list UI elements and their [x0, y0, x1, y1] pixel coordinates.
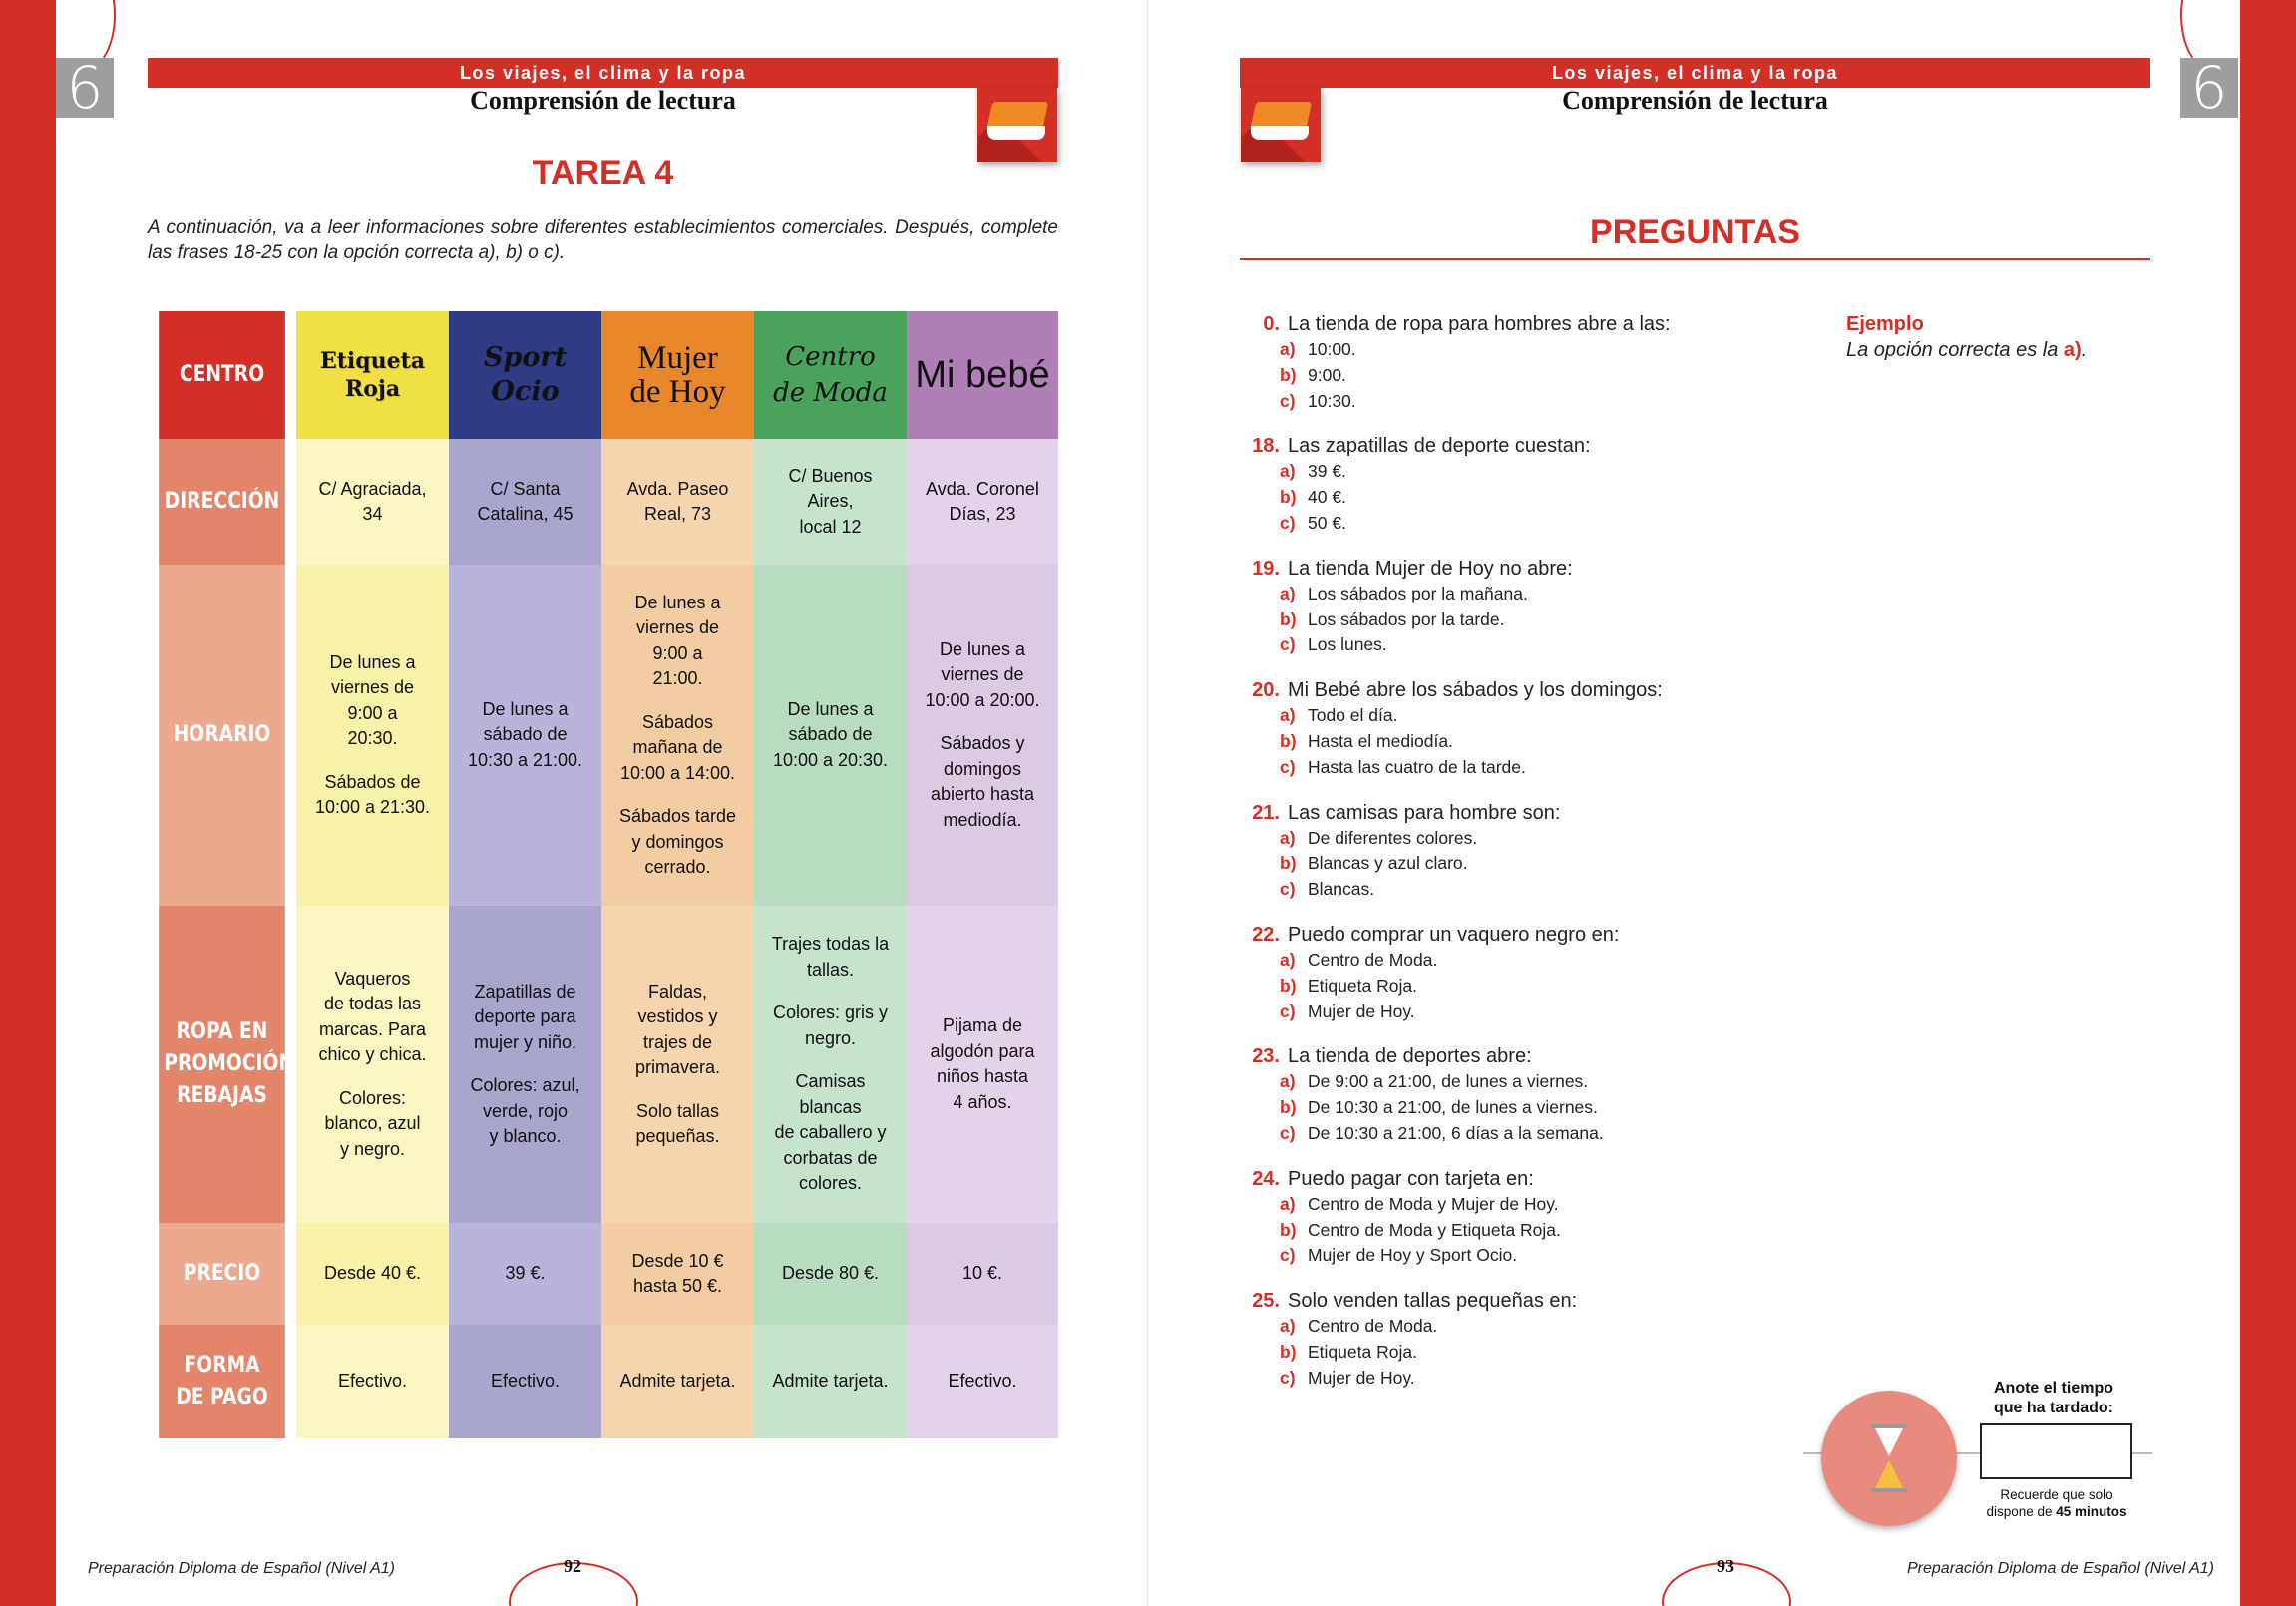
chapter-number-tab: 6: [56, 58, 114, 118]
text-line: deporte para: [474, 1006, 576, 1026]
table-cell: [907, 906, 1058, 1223]
text-line: Desde 80 €.: [781, 1263, 880, 1284]
question-stem: [1240, 311, 1838, 337]
text-line: verde, rojo: [482, 1100, 569, 1121]
text-line: Catalina, 45: [477, 504, 574, 524]
text-line: 10:00 a 20:30.: [772, 749, 889, 770]
answer-option[interactable]: [1240, 826, 1838, 852]
text-line: 9:00 a: [347, 702, 398, 723]
text-line: corbatas de: [783, 1147, 878, 1168]
option-text: 39 €.: [1308, 461, 1346, 482]
text-line: Efectivo.: [948, 1371, 1017, 1392]
text-line: Colores: gris y: [772, 1003, 889, 1023]
text-line: y negro.: [339, 1138, 406, 1159]
shop-name-header: [296, 311, 449, 439]
row-header: [159, 906, 295, 1223]
questions-title: PREGUNTAS: [1590, 213, 1800, 251]
option-letter: c): [1280, 1122, 1296, 1143]
question-stem: [1240, 922, 1838, 948]
text-line: mujer y niño.: [473, 1031, 577, 1052]
table-cell: [296, 565, 449, 906]
answer-option[interactable]: [1240, 729, 1838, 755]
text-line: PROMOCIÓN: [164, 1051, 295, 1076]
example-box: [1846, 311, 2145, 363]
questions-list: [1240, 311, 1838, 1410]
text-line: viernes de: [941, 664, 1024, 685]
text-line: 34: [362, 504, 383, 524]
text-line: algodón para: [930, 1040, 1035, 1061]
time-entry-box[interactable]: [1980, 1423, 2132, 1479]
answer-option[interactable]: [1240, 511, 1838, 537]
question-number: 25.: [1252, 1290, 1280, 1313]
column-header-centro: CENTRO: [159, 311, 285, 439]
text-line: Sábados: [641, 711, 714, 732]
text-line: de caballero y: [774, 1122, 887, 1143]
question-number: 21.: [1252, 801, 1280, 824]
example-text: La opción correcta es la a).: [1846, 339, 2088, 361]
option-letter: c): [1280, 756, 1296, 777]
option-text: 10:00.: [1308, 339, 1356, 359]
text-line: C/ Buenos: [788, 465, 873, 486]
table-cell: [754, 439, 907, 565]
option-letter: b): [1280, 1219, 1297, 1240]
answer-option[interactable]: [1240, 485, 1838, 511]
example-title: Ejemplo: [1846, 313, 1924, 335]
text-line: tallas.: [806, 959, 855, 980]
text-line: C/ Santa: [490, 478, 561, 499]
answer-option[interactable]: [1240, 974, 1838, 1000]
question-number: 18.: [1252, 435, 1280, 458]
row-header: HORARIO: [159, 565, 285, 906]
section-title: Comprensión de lectura: [470, 86, 736, 115]
text-line: FORMA: [184, 1353, 260, 1378]
table-row: [148, 565, 1058, 906]
table-cell: [296, 1223, 449, 1325]
shop-name-header: [754, 311, 907, 439]
title-divider: [1240, 258, 2150, 260]
text-line: De lunes a: [787, 698, 874, 719]
table-cell: [296, 1325, 449, 1438]
text-line: Real, 73: [643, 504, 712, 524]
option-letter: c): [1280, 1001, 1296, 1021]
option-text: Centro de Moda y Etiqueta Roja.: [1308, 1219, 1561, 1240]
task-title: TAREA 4: [532, 154, 674, 192]
shop-name-header: [907, 311, 1058, 439]
option-letter: b): [1280, 608, 1297, 629]
question-item: [1240, 556, 1838, 658]
book-spine: [1147, 0, 1149, 1606]
question-stem: [1240, 1166, 1838, 1192]
option-text: De 9:00 a 21:00, de lunes a viernes.: [1308, 1071, 1589, 1092]
table-cell: [296, 906, 449, 1223]
text-line: Desde 10 €: [631, 1250, 724, 1271]
option-text: Mujer de Hoy y Sport Ocio.: [1308, 1245, 1518, 1266]
text-line: mediodía.: [943, 809, 1022, 830]
text-line: Mujer: [637, 340, 718, 376]
text-line: 21:00.: [652, 668, 703, 688]
question-item: [1240, 922, 1838, 1024]
option-letter: c): [1280, 879, 1296, 900]
shop-name-header: [449, 311, 601, 439]
page-number: 92: [564, 1556, 581, 1576]
text-line: de Moda: [773, 378, 888, 408]
example-answer: a): [2063, 339, 2082, 361]
text-line: De lunes a: [634, 592, 721, 612]
option-letter: a): [1280, 339, 1296, 359]
text-line: 10:00 a 21:30.: [314, 797, 431, 817]
text-line: C/ Agraciada,: [318, 478, 427, 499]
text-line: 39 €.: [505, 1263, 546, 1284]
question-item: [1240, 311, 1838, 414]
answer-option[interactable]: [1240, 1218, 1838, 1244]
shop-name-header: [601, 311, 754, 439]
right-page-edge: [2240, 0, 2296, 1606]
text-line: pequeñas.: [635, 1126, 720, 1146]
option-letter: a): [1280, 1071, 1296, 1092]
text-line: blanco, azul: [324, 1113, 421, 1134]
question-text: La tienda Mujer de Hoy no abre:: [1288, 557, 1573, 580]
book-icon: [977, 88, 1057, 162]
text-line: Centro: [785, 342, 876, 372]
text-line: 9:00 a: [652, 642, 703, 663]
section-title: Comprensión de lectura: [1562, 86, 1828, 115]
table-cell: [449, 1223, 601, 1325]
answer-option[interactable]: [1240, 755, 1838, 781]
option-letter: c): [1280, 1367, 1296, 1388]
option-letter: c): [1280, 512, 1296, 533]
left-page-edge: [0, 0, 56, 1606]
table-cell: [754, 565, 907, 906]
text-line: Sábados de: [324, 771, 421, 792]
question-text: Las zapatillas de deporte cuestan:: [1288, 435, 1591, 458]
question-text: Las camisas para hombre son:: [1288, 801, 1561, 824]
answer-option[interactable]: [1240, 582, 1838, 607]
question-item: [1240, 800, 1838, 903]
question-number: 20.: [1252, 679, 1280, 702]
text-line: marcas. Para: [318, 1018, 427, 1039]
question-number: 22.: [1252, 923, 1280, 946]
option-letter: b): [1280, 364, 1297, 385]
answer-option[interactable]: [1240, 632, 1838, 658]
option-text: Los lunes.: [1308, 634, 1387, 655]
table-cell: [601, 1223, 754, 1325]
answer-option[interactable]: [1240, 1095, 1838, 1121]
option-text: De diferentes colores.: [1308, 827, 1478, 848]
text-line: trajes de: [642, 1031, 713, 1052]
text-line: chico y chica.: [318, 1044, 427, 1065]
text-line: 10:30 a 21:00.: [467, 749, 583, 770]
text-line: Zapatillas de: [474, 981, 576, 1002]
page-number: 93: [1717, 1556, 1734, 1576]
option-text: Blancas y azul claro.: [1308, 853, 1468, 874]
answer-option[interactable]: [1240, 1314, 1838, 1340]
question-text: Puedo pagar con tarjeta en:: [1288, 1167, 1534, 1190]
question-item: [1240, 1166, 1838, 1269]
option-text: 10:30.: [1308, 390, 1356, 411]
option-letter: a): [1280, 705, 1296, 726]
unit-title-band: Los viajes, el clima y la ropa: [148, 58, 1058, 88]
option-letter: a): [1280, 1316, 1296, 1337]
answer-option[interactable]: [1240, 363, 1838, 389]
option-letter: a): [1280, 949, 1296, 970]
chapter-number-tab: 6: [2180, 58, 2238, 118]
table-cell: [449, 906, 601, 1223]
text-line: Vaqueros: [334, 968, 411, 989]
question-stem: [1240, 800, 1838, 826]
option-text: Etiqueta Roja.: [1308, 1341, 1417, 1362]
text-line: y blanco.: [489, 1126, 562, 1146]
question-number: 19.: [1252, 557, 1280, 580]
timer-label: Anote el tiempo que ha tardado:: [1993, 1380, 2113, 1416]
timer-note: Recuerde que solo dispone de 45 minutos: [1986, 1487, 2127, 1519]
text-line: Mi bebé: [915, 354, 1050, 396]
option-text: Mujer de Hoy.: [1308, 1001, 1415, 1021]
table-cell: [907, 565, 1058, 906]
text-line: DE PAGO: [176, 1385, 268, 1409]
table-cell: [601, 565, 754, 906]
answer-option[interactable]: [1240, 1192, 1838, 1218]
text-line: De lunes a: [329, 651, 416, 672]
text-line: hasta 50 €.: [632, 1276, 723, 1296]
answer-option[interactable]: [1240, 877, 1838, 903]
text-line: local 12: [799, 516, 862, 537]
question-text: Mi Bebé abre los sábados y los domingos:: [1288, 679, 1663, 702]
task-instructions: A continuación, va a leer informaciones sobre diferentes establecimientos comerciales. Después, complete las frases 18-25 con la opción correcta a), b) o c).: [148, 217, 1058, 263]
option-text: Centro de Moda.: [1308, 1316, 1438, 1337]
hourglass-icon: [1821, 1391, 1957, 1526]
question-stem: [1240, 556, 1838, 582]
option-letter: b): [1280, 730, 1297, 751]
question-text: La tienda de deportes abre:: [1288, 1045, 1532, 1068]
table-row: [148, 1325, 1058, 1438]
text-line: Sábados tarde: [618, 806, 737, 826]
option-text: Los sábados por la tarde.: [1308, 608, 1505, 629]
footer-book-title: Preparación Diploma de Español (Nivel A1): [1907, 1560, 2214, 1577]
text-line: cerrado.: [644, 857, 711, 877]
answer-option[interactable]: [1240, 1243, 1838, 1269]
question-stem: [1240, 1288, 1838, 1314]
text-line: Camisas: [795, 1071, 866, 1092]
option-text: 9:00.: [1308, 364, 1346, 385]
question-text: Solo venden tallas pequeñas en:: [1288, 1290, 1578, 1313]
text-line: Colores: azul,: [470, 1075, 580, 1095]
text-line: 10:00 a 20:00.: [925, 689, 1040, 710]
text-line: Trajes todas la: [771, 934, 890, 955]
text-line: De lunes a: [482, 698, 569, 719]
question-item: [1240, 677, 1838, 780]
text-line: Días, 23: [949, 504, 1016, 524]
text-line: 10:00 a 14:00.: [619, 762, 736, 783]
text-line: Solo tallas: [635, 1100, 720, 1121]
question-item: [1240, 1288, 1838, 1391]
text-line: sábado de: [483, 724, 568, 745]
question-item: [1240, 1043, 1838, 1146]
table-cell: [907, 439, 1058, 565]
table-cell: [449, 565, 601, 906]
option-letter: a): [1280, 1193, 1296, 1214]
answer-option[interactable]: [1240, 389, 1838, 415]
option-letter: c): [1280, 1245, 1296, 1266]
question-number: 24.: [1252, 1167, 1280, 1190]
table-cell: [296, 439, 449, 565]
answer-option[interactable]: [1240, 1121, 1838, 1147]
answer-option[interactable]: [1240, 459, 1838, 485]
text-line: 4 años.: [953, 1091, 1012, 1112]
table-row: [148, 906, 1058, 1223]
book-icon: [1241, 88, 1321, 162]
text-line: vestidos y: [637, 1006, 718, 1026]
answer-option[interactable]: [1240, 1069, 1838, 1095]
table-cell: [601, 906, 754, 1223]
text-line: mañana de: [632, 737, 723, 757]
row-header: [159, 1325, 285, 1438]
table-cell: [449, 1325, 601, 1438]
text-line: viernes de: [635, 617, 720, 637]
text-line: De lunes a: [939, 638, 1026, 659]
question-number: 23.: [1252, 1045, 1280, 1068]
text-line: viernes de: [330, 677, 415, 697]
table-row: [148, 1223, 1058, 1325]
text-line: abierto hasta: [930, 784, 1035, 805]
answer-option[interactable]: [1240, 607, 1838, 633]
text-line: niños hasta: [936, 1066, 1029, 1086]
text-line: Admite tarjeta.: [619, 1371, 736, 1392]
text-line: Roja: [344, 376, 401, 402]
footer-book-title: Preparación Diploma de Español (Nivel A1): [88, 1560, 395, 1577]
text-line: y domingos: [631, 831, 724, 852]
answer-option[interactable]: [1240, 337, 1838, 363]
text-line: primavera.: [634, 1057, 721, 1077]
option-text: Los sábados por la mañana.: [1308, 583, 1528, 603]
text-line: colores.: [798, 1173, 863, 1194]
table-cell: [601, 439, 754, 565]
text-line: Avda. Coronel: [926, 478, 1039, 499]
text-line: negro.: [804, 1027, 857, 1048]
option-text: Hasta las cuatro de la tarde.: [1308, 756, 1526, 777]
option-letter: b): [1280, 975, 1297, 996]
option-text: Etiqueta Roja.: [1308, 975, 1417, 996]
text-line: 20:30.: [347, 728, 398, 748]
text-line: Sport Ocio: [483, 342, 568, 407]
shops-table: [148, 311, 1058, 1438]
option-text: De 10:30 a 21:00, de lunes a viernes.: [1308, 1097, 1598, 1118]
text-line: de Hoy: [629, 374, 726, 410]
table-cell: [754, 906, 907, 1223]
text-line: Colores:: [338, 1087, 407, 1108]
text-line: REBAJAS: [177, 1083, 267, 1108]
option-text: Blancas.: [1308, 879, 1375, 900]
text-line: 10 €.: [961, 1263, 1003, 1284]
answer-option[interactable]: [1240, 851, 1838, 877]
option-text: De 10:30 a 21:00, 6 días a la semana.: [1308, 1122, 1604, 1143]
question-item: [1240, 433, 1838, 536]
text-line: ROPA EN: [176, 1019, 268, 1044]
option-letter: b): [1280, 853, 1297, 874]
option-letter: a): [1280, 461, 1296, 482]
table-row: [148, 439, 1058, 565]
table-cell: [754, 1223, 907, 1325]
row-header: PRECIO: [159, 1223, 285, 1325]
answer-option[interactable]: [1240, 703, 1838, 729]
text-line: Avda. Paseo: [626, 478, 729, 499]
table-cell: [449, 439, 601, 565]
text-line: Sábados y: [940, 733, 1025, 754]
option-text: 50 €.: [1308, 512, 1346, 533]
text-line: Efectivo.: [490, 1371, 561, 1392]
option-text: Hasta el mediodía.: [1308, 730, 1453, 751]
row-header: DIRECCIÓN: [159, 439, 285, 565]
answer-option[interactable]: [1240, 1340, 1838, 1366]
table-cell: [601, 1325, 754, 1438]
question-text: La tienda de ropa para hombres abre a las:: [1288, 313, 1671, 335]
question-stem: [1240, 677, 1838, 703]
option-letter: c): [1280, 390, 1296, 411]
option-letter: a): [1280, 827, 1296, 848]
text-line: sábado de: [788, 724, 873, 745]
option-letter: b): [1280, 1341, 1297, 1362]
text-line: blancas: [799, 1096, 862, 1117]
text-line: domingos: [943, 758, 1022, 779]
option-text: Mujer de Hoy.: [1308, 1367, 1415, 1388]
unit-title-band: Los viajes, el clima y la ropa: [1240, 58, 2150, 88]
question-stem: [1240, 433, 1838, 459]
table-cell: [907, 1325, 1058, 1438]
answer-option[interactable]: [1240, 948, 1838, 974]
text-line: Admite tarjeta.: [772, 1371, 889, 1392]
text-line: Efectivo.: [337, 1371, 408, 1392]
text-line: Faldas,: [647, 981, 708, 1002]
table-cell: [907, 1223, 1058, 1325]
question-text: Puedo comprar un vaquero negro en:: [1288, 923, 1620, 946]
option-letter: a): [1280, 583, 1296, 603]
question-stem: [1240, 1043, 1838, 1069]
option-text: 40 €.: [1308, 487, 1346, 508]
text-line: Pijama de: [942, 1015, 1023, 1035]
option-letter: b): [1280, 1097, 1297, 1118]
table-cell: [754, 1325, 907, 1438]
answer-option[interactable]: [1240, 1366, 1838, 1392]
answer-option[interactable]: [1240, 1000, 1838, 1025]
option-text: Todo el día.: [1308, 705, 1398, 726]
option-letter: c): [1280, 634, 1296, 655]
question-number: 0.: [1263, 313, 1280, 335]
option-text: Centro de Moda y Mujer de Hoy.: [1308, 1193, 1559, 1214]
text-line: Aires,: [807, 491, 854, 512]
option-letter: b): [1280, 487, 1297, 508]
option-text: Centro de Moda.: [1308, 949, 1438, 970]
text-line: Desde 40 €.: [323, 1263, 422, 1284]
text-line: Etiqueta: [319, 348, 426, 374]
text-line: de todas las: [323, 994, 422, 1014]
